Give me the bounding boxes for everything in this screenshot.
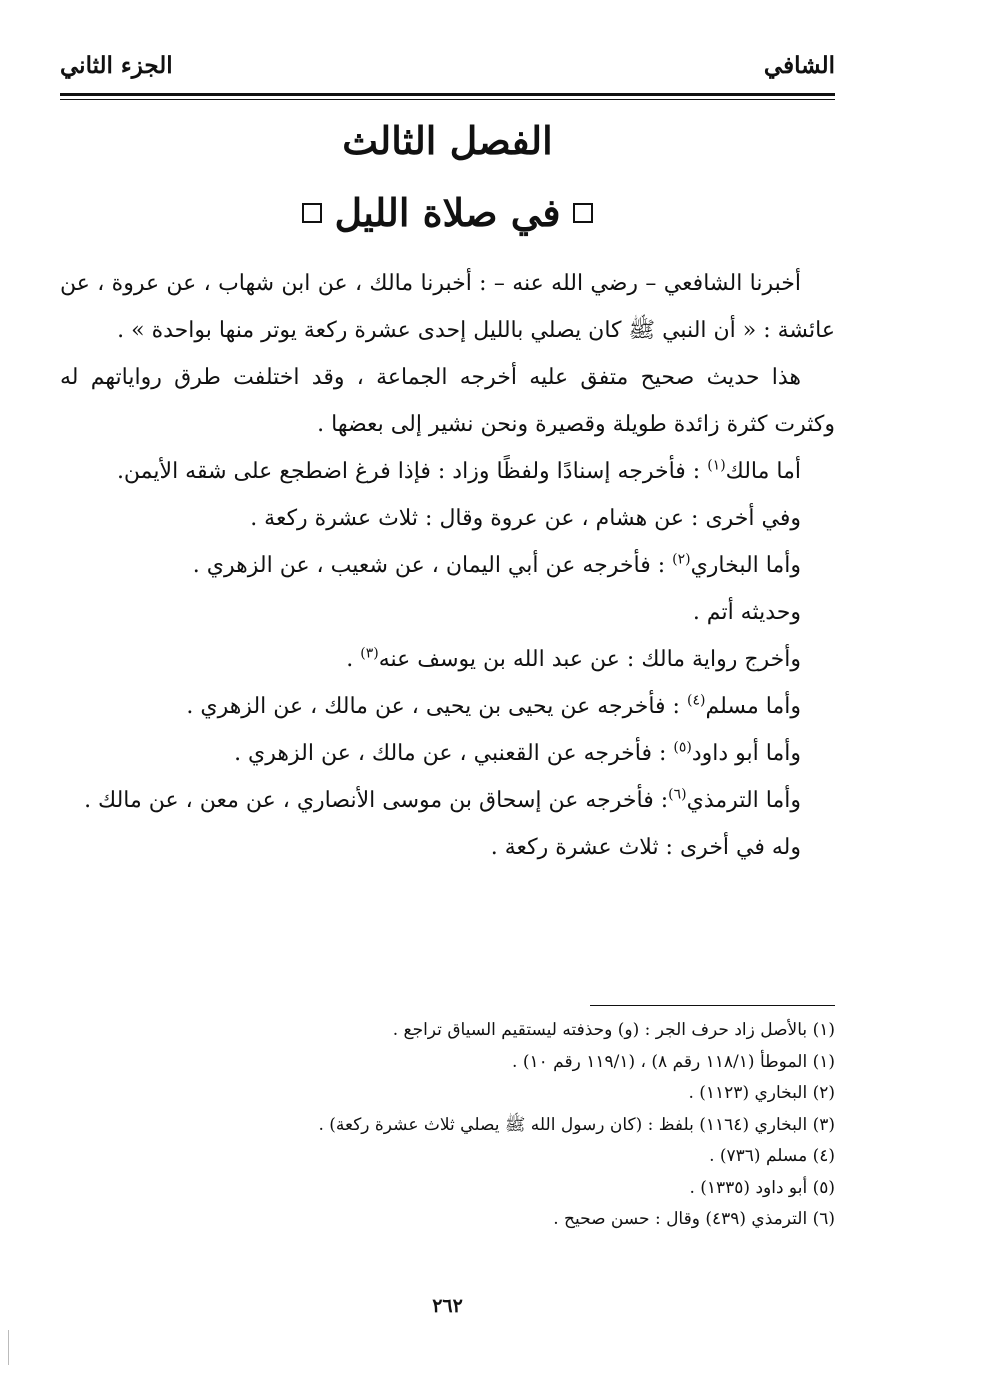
square-ornament-icon (302, 203, 322, 223)
book-title: الشافي (763, 52, 835, 79)
footnotes (60, 1015, 835, 1236)
scan-edge-mark (8, 1330, 9, 1365)
paragraph: هذا حديث صحيح متفق عليه أخرجه الجماعة ، وقد اختلفت طرق رواياتهم له وكثرت كثرة زائدة طويلة وقصيرة ونحن نشير إلى بعضها . (60, 365, 835, 437)
footnote-ref: (١) (707, 457, 726, 474)
footnote: (٢) البخاري (١١٢٣) . (688, 1083, 835, 1103)
paragraph (60, 730, 835, 777)
footnote: (٤) مسلم (٧٣٦) . (709, 1146, 835, 1166)
paragraph-text: . (346, 647, 361, 672)
footnote: (١) الموطأ (١١٨/١ رقم ٨) ، (١١٩/١ رقم ١٠) . (512, 1051, 835, 1072)
chapter-title: الفصل الثالث (342, 118, 553, 163)
paragraph-text: وأما مسلم (705, 694, 801, 719)
footnote: (١) بالأصل زاد حرف الجر : (و) وحذفته ليستقيم السياق تراجع . (392, 1020, 835, 1040)
paragraph (60, 448, 835, 495)
paragraph: وحديثه أتم . (692, 600, 801, 625)
paragraph-text: : فأخرجه عن يحيى بن يحيى ، عن مالك ، عن الزهري . (186, 694, 687, 719)
footnote-ref: (٥) (673, 739, 692, 756)
paragraph-text: : فأخرجه عن أبي اليمان ، عن شعيب ، عن الزهري . (192, 553, 673, 578)
header-rule-thin (60, 99, 835, 100)
section-title: في صلاة الليل (334, 190, 561, 235)
paragraph-text: وأما الترمذي (686, 788, 801, 813)
paragraph-text: أما مالك (725, 459, 801, 484)
footnote-ref: (٦) (668, 786, 687, 803)
square-ornament-icon (573, 203, 593, 223)
paragraph: وفي أخرى : عن هشام ، عن عروة وقال : ثلاث عشرة ركعة . (250, 506, 801, 531)
paragraph (60, 683, 835, 730)
paragraph: وله في أخرى : ثلاث عشرة ركعة . (490, 835, 801, 860)
footnote: (٥) أبو داود (١٣٣٥) . (689, 1177, 835, 1198)
paragraph-text: : فأخرجه عن القعنبي ، عن مالك ، عن الزهري . (234, 741, 674, 766)
footnote-ref: (٢) (672, 551, 691, 568)
paragraph-text: وأما أبو داود (691, 741, 801, 766)
paragraph-text: : فأخرجه عن إسحاق بن موسى الأنصاري ، عن معن ، عن مالك . (84, 788, 669, 813)
paragraph-text: وأما البخاري (690, 553, 801, 578)
paragraph (60, 777, 835, 824)
footnote-separator (590, 1005, 835, 1006)
volume-label: الجزء الثاني (60, 52, 173, 79)
footnote: (٣) البخاري (١١٦٤) بلفظ : (كان رسول الله ﷺ يصلي ثلاث عشرة ركعة) . (318, 1114, 835, 1135)
paragraph (60, 542, 835, 589)
main-text (60, 260, 835, 871)
section-heading (60, 190, 835, 235)
paragraph-text: وأخرج رواية مالك : عن عبد الله بن يوسف عنه (378, 647, 801, 672)
footnote: (٦) الترمذي (٤٣٩) وقال : حسن صحيح . (553, 1209, 835, 1229)
book-page (60, 40, 835, 1340)
running-header (60, 40, 835, 88)
header-rule-thick (60, 93, 835, 96)
paragraph: أخبرنا الشافعي – رضي الله عنه – : أخبرنا مالك ، عن ابن شهاب ، عن عروة ، عن عائشة : « أن النبي ﷺ كان يصلي بالليل إحدى عشرة ركعة يوتر منها بواحدة » . (60, 271, 835, 343)
paragraph-text: : فأخرجه إسنادًا ولفظًا وزاد : فإذا فرغ اضطجع على شقه الأيمن. (116, 459, 708, 484)
paragraph (60, 636, 835, 683)
page-number: ٢٦٢ (432, 1295, 463, 1317)
footnote-ref: (٤) (686, 692, 706, 709)
footnote-ref: (٣) (360, 645, 379, 662)
